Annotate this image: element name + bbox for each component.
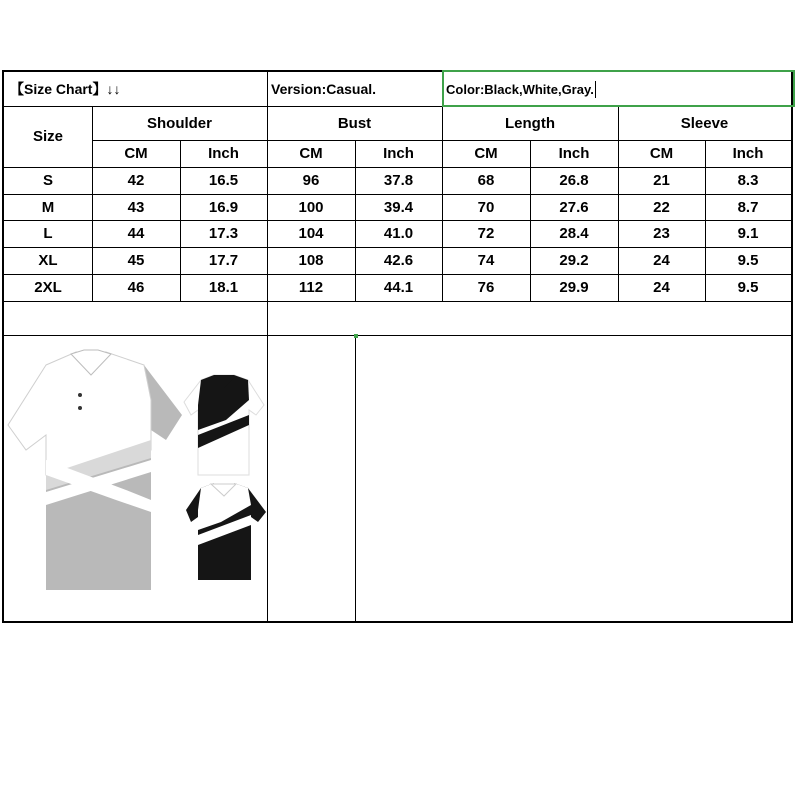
size-column-header: Size [32,128,63,145]
measurement-cell: 29.9 [559,279,589,296]
measurement-cell: 17.7 [208,252,239,269]
unit-header: Inch [208,145,239,162]
polo-shirts-image [6,340,268,605]
measurement-cell: 24 [653,279,670,296]
measurement-cell: 16.9 [208,198,239,216]
white-polo-shirt [184,375,264,475]
bust-header: Bust [337,114,372,132]
measurement-cell: 21 [653,172,670,189]
measurement-cell: 43 [127,198,145,216]
measurement-cell: 39.4 [383,198,414,216]
unit-header: CM [299,145,323,162]
measurement-cell: 104 [298,225,324,242]
measurement-cell: 27.6 [559,198,589,216]
size-chart-title: 【Size Chart】↓↓ [10,81,121,97]
measurement-cell: 18.1 [208,279,239,296]
text-cursor [595,81,596,98]
gray-polo-shirt [8,350,182,590]
size-cell: 2XL [34,279,62,296]
size-chart-sheet [2,70,793,623]
measurement-cell: 70 [477,198,495,216]
measurement-cell: 108 [298,252,324,269]
measurement-cell: 26.8 [559,172,589,189]
unit-header: CM [649,145,674,162]
measurement-cell: 28.4 [559,225,589,242]
measurement-cell: 42.6 [383,252,414,269]
measurement-cell: 42 [127,172,145,189]
measurement-cell: 46 [127,279,145,296]
length-header: Length [505,114,555,132]
measurement-cell: 76 [477,279,495,296]
grid-line [355,335,356,621]
measurement-cell: 68 [477,172,495,189]
size-cell: M [41,198,55,216]
measurement-cell: 8.3 [737,172,759,189]
color-label[interactable]: Color:Black,White,Gray. [446,81,594,97]
measurement-cell: 23 [653,225,670,242]
unit-header: CM [124,145,148,162]
measurement-cell: 24 [653,252,670,269]
measurement-cell: 16.5 [208,172,239,189]
measurement-cell: 17.3 [208,225,239,242]
measurement-cell: 9.5 [737,252,759,269]
shoulder-header: Shoulder [146,114,212,132]
measurement-cell: 22 [653,198,670,216]
measurement-cell: 44.1 [383,279,414,296]
size-cell: L [43,225,53,242]
measurement-cell: 44 [127,225,145,242]
measurement-cell: 112 [298,279,324,296]
unit-header: Inch [558,145,590,162]
measurement-cell: 37.8 [383,172,414,189]
measurement-cell: 9.1 [737,225,759,242]
measurement-cell: 45 [127,252,145,269]
version-label: Version:Casual. [271,81,377,97]
unit-header: CM [474,145,498,162]
size-cell: S [42,172,53,189]
measurement-cell: 41.0 [383,225,414,242]
measurement-cell: 74 [477,252,495,269]
measurement-cell: 29.2 [559,252,589,269]
black-polo-shirt [186,483,266,580]
grid-line [4,301,791,302]
product-photo [6,340,268,605]
grid-line [4,335,791,336]
measurement-cell: 8.7 [737,198,759,216]
measurement-cell: 9.5 [737,279,759,296]
size-cell: XL [38,252,58,269]
unit-header: Inch [383,145,414,162]
sleeve-header: Sleeve [680,114,729,132]
measurement-cell: 96 [302,172,320,189]
measurement-cell: 100 [298,198,324,216]
fill-handle[interactable] [354,334,358,338]
unit-header: Inch [732,145,764,162]
measurement-cell: 72 [477,225,495,242]
